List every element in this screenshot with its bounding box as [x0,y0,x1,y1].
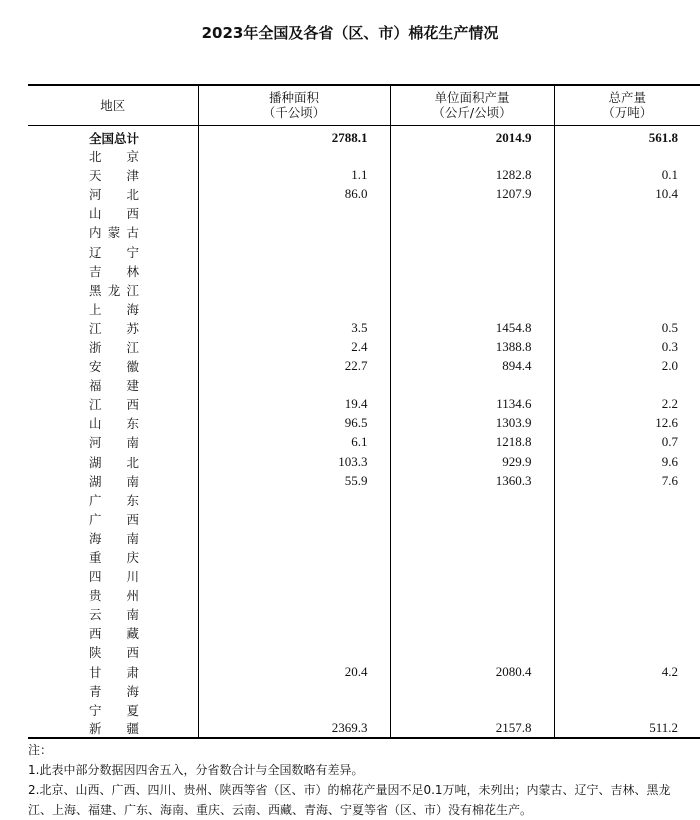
output-cell [554,624,700,643]
region-cell [28,261,198,280]
notes [28,740,688,820]
yield-cell [390,547,554,566]
area-cell [198,567,390,586]
area-cell [198,547,390,566]
region-name: 全国总计 [89,129,139,147]
area-cell [198,624,390,643]
yield-cell: 929.9 [390,452,554,471]
output-cell [554,567,700,586]
output-cell [554,509,700,528]
yield-cell [390,280,554,299]
output-cell [554,643,700,662]
region-name: 上 海 [89,300,139,318]
table-row [28,528,700,547]
area-cell: 2369.3 [198,719,390,738]
yield-cell: 1134.6 [390,395,554,414]
region-name: 宁 夏 [89,701,139,719]
table-row [28,662,700,681]
yield-cell [390,490,554,509]
area-cell: 103.3 [198,452,390,471]
yield-cell: 1388.8 [390,337,554,356]
area-cell: 6.1 [198,433,390,452]
area-cell: 2.4 [198,337,390,356]
header-output-label: 总产量 [555,90,700,105]
table-row [28,624,700,643]
table-row [28,166,700,185]
table-row [28,357,700,376]
region-cell [28,204,198,223]
yield-cell [390,624,554,643]
yield-cell [390,643,554,662]
output-cell: 4.2 [554,662,700,681]
region-name: 四 川 [89,567,139,585]
region-cell [28,147,198,166]
output-cell [554,681,700,700]
region-cell [28,242,198,261]
region-cell [28,357,198,376]
output-cell: 9.6 [554,452,700,471]
table-row [28,681,700,700]
table-row [28,395,700,414]
table-row [28,414,700,433]
output-cell [554,376,700,395]
table-row [28,433,700,452]
table-row [28,586,700,605]
output-cell: 0.1 [554,166,700,185]
yield-cell: 1218.8 [390,433,554,452]
output-cell [554,223,700,242]
table-row [28,567,700,586]
area-cell: 55.9 [198,471,390,490]
table-row [28,147,700,166]
region-cell [28,490,198,509]
area-cell [198,280,390,299]
header-output-unit: （万吨） [555,105,700,120]
region-name: 青 海 [89,682,139,700]
header-region-label: 地区 [100,98,125,113]
table-row [28,471,700,490]
yield-cell [390,700,554,719]
region-cell [28,662,198,681]
output-cell: 12.6 [554,414,700,433]
area-cell: 19.4 [198,395,390,414]
table-body [28,125,700,738]
yield-cell [390,204,554,223]
table-row [28,280,700,299]
region-cell [28,509,198,528]
yield-cell: 2157.8 [390,719,554,738]
region-cell [28,586,198,605]
note-item-2: 2.北京、山西、广西、四川、贵州、陕西等省（区、市）的棉花产量因不足0.1万吨，未列出；内蒙古、辽宁、吉林、黑龙江、上海、福建、广东、海南、重庆、云南、西藏、青海、宁夏等省（区、市）没有棉花生产。 [28,780,688,820]
table-row [28,376,700,395]
region-name: 云 南 [89,605,139,623]
area-cell: 96.5 [198,414,390,433]
output-cell: 0.7 [554,433,700,452]
output-cell [554,147,700,166]
region-cell [28,643,198,662]
output-cell [554,299,700,318]
yield-cell: 1360.3 [390,471,554,490]
table-row [28,318,700,337]
region-cell [28,528,198,547]
output-cell [554,547,700,566]
area-cell: 3.5 [198,318,390,337]
region-name: 陕 西 [89,643,139,661]
yield-cell [390,299,554,318]
output-cell [554,490,700,509]
region-cell [28,395,198,414]
region-cell [28,624,198,643]
header-area-unit: （千公顷） [199,105,390,120]
output-cell [554,280,700,299]
region-name: 浙 江 [89,338,139,356]
header-region [28,85,198,125]
region-cell [28,318,198,337]
area-cell [198,586,390,605]
output-cell: 0.5 [554,318,700,337]
area-cell: 1.1 [198,166,390,185]
table-header [28,85,700,125]
area-cell [198,490,390,509]
region-name: 西 藏 [89,624,139,642]
region-name: 甘 肃 [89,663,139,681]
region-name: 福 建 [89,376,139,394]
output-cell: 511.2 [554,719,700,738]
region-cell [28,605,198,624]
region-name: 天 津 [89,166,139,184]
region-cell [28,414,198,433]
area-cell: 22.7 [198,357,390,376]
region-name: 广 东 [89,491,139,509]
region-name: 江 苏 [89,319,139,337]
region-name: 江 西 [89,395,139,413]
yield-cell [390,147,554,166]
output-cell [554,204,700,223]
header-yield-unit: （公斤/公顷） [391,105,554,120]
yield-cell: 894.4 [390,357,554,376]
header-yield-label: 单位面积产量 [391,90,554,105]
area-cell [198,528,390,547]
output-cell [554,700,700,719]
output-cell [554,242,700,261]
region-name: 河 北 [89,185,139,203]
region-cell [28,125,198,147]
yield-cell: 2014.9 [390,125,554,147]
region-name: 北 京 [89,147,139,165]
area-cell [198,376,390,395]
table-row [28,700,700,719]
region-name: 湖 北 [89,453,139,471]
area-cell [198,509,390,528]
table-row [28,605,700,624]
output-cell: 2.2 [554,395,700,414]
region-name: 河 南 [89,433,139,451]
header-output [554,85,700,125]
region-name: 广 西 [89,510,139,528]
table-row [28,223,700,242]
region-name: 安 徽 [89,357,139,375]
region-cell [28,452,198,471]
region-cell [28,299,198,318]
table-row-total [28,125,700,147]
area-cell [198,299,390,318]
notes-heading: 注： [28,740,688,760]
region-cell [28,433,198,452]
area-cell [198,242,390,261]
output-cell: 7.6 [554,471,700,490]
yield-cell [390,605,554,624]
yield-cell [390,528,554,547]
table-row [28,185,700,204]
header-yield [390,85,554,125]
cotton-production-table [28,84,700,739]
region-cell [28,719,198,738]
region-name: 吉 林 [89,262,139,280]
region-cell [28,471,198,490]
region-cell [28,681,198,700]
area-cell [198,643,390,662]
region-name: 山 西 [89,204,139,222]
yield-cell [390,586,554,605]
yield-cell [390,681,554,700]
yield-cell [390,567,554,586]
yield-cell: 1207.9 [390,185,554,204]
area-cell [198,700,390,719]
page-title: 2023年全国及各省（区、市）棉花生产情况 [0,22,700,43]
region-name: 山 东 [89,414,139,432]
output-cell: 2.0 [554,357,700,376]
region-name: 新 疆 [89,719,139,737]
area-cell [198,605,390,624]
note-item-1: 1.此表中部分数据因四舍五入，分省数合计与全国数略有差异。 [28,760,688,780]
area-cell: 20.4 [198,662,390,681]
yield-cell: 1282.8 [390,166,554,185]
area-cell: 2788.1 [198,125,390,147]
table-row [28,242,700,261]
area-cell: 86.0 [198,185,390,204]
region-name: 贵 州 [89,586,139,604]
table-row [28,490,700,509]
region-cell [28,337,198,356]
header-area [198,85,390,125]
yield-cell: 1454.8 [390,318,554,337]
yield-cell [390,261,554,280]
region-cell [28,567,198,586]
table-row [28,204,700,223]
region-cell [28,185,198,204]
table-row [28,337,700,356]
area-cell [198,223,390,242]
region-cell [28,547,198,566]
region-name: 湖 南 [89,472,139,490]
region-cell [28,280,198,299]
output-cell: 0.3 [554,337,700,356]
output-cell [554,261,700,280]
region-name: 海 南 [89,529,139,547]
region-cell [28,700,198,719]
output-cell [554,528,700,547]
region-name: 黑 龙 江 [89,281,139,299]
table-row [28,452,700,471]
yield-cell: 2080.4 [390,662,554,681]
yield-cell: 1303.9 [390,414,554,433]
table-row [28,547,700,566]
area-cell [198,261,390,280]
region-cell [28,166,198,185]
output-cell: 10.4 [554,185,700,204]
yield-cell [390,509,554,528]
output-cell [554,605,700,624]
table-row [28,509,700,528]
table-row [28,643,700,662]
region-name: 内 蒙 古 [89,223,139,241]
region-cell [28,376,198,395]
header-area-label: 播种面积 [199,90,390,105]
table-row [28,261,700,280]
table-row [28,299,700,318]
yield-cell [390,376,554,395]
table-row [28,719,700,738]
output-cell [554,586,700,605]
area-cell [198,147,390,166]
region-cell [28,223,198,242]
yield-cell [390,242,554,261]
area-cell [198,681,390,700]
area-cell [198,204,390,223]
yield-cell [390,223,554,242]
region-name: 重 庆 [89,548,139,566]
output-cell: 561.8 [554,125,700,147]
region-name: 辽 宁 [89,243,139,261]
